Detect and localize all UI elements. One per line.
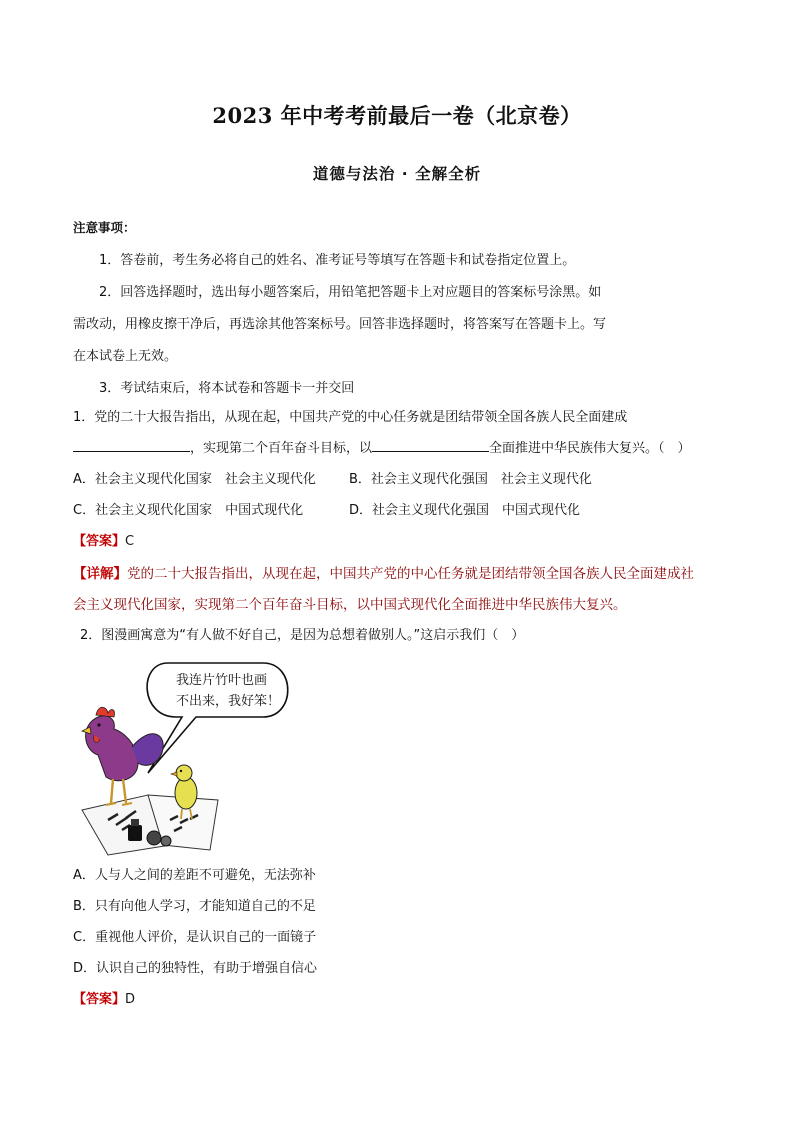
- notice-heading: 注意事项：: [73, 220, 136, 235]
- notice-item-2-line-3: 在本试卷上无效。: [73, 349, 178, 364]
- q1-detail-label: 【详解】: [73, 566, 127, 582]
- q2-option-c: C．重视他人评价，是认识自己的一面镜子: [73, 930, 317, 945]
- q1-answer-value: C: [125, 534, 135, 549]
- q1-option-c: C．社会主义现代化国家 中国式现代化: [73, 503, 304, 518]
- q1-answer: [73, 530, 134, 549]
- q2-answer: [73, 988, 135, 1007]
- q1-detail-line-2: 会主义现代化国家，实现第二个百年奋斗目标，以中国式现代化全面推进中华民族伟大复兴。: [73, 597, 627, 613]
- q1-detail-line-1: [73, 562, 694, 582]
- q1-blank-1: [73, 439, 190, 452]
- page-subtitle: 道德与法治 · 全解全析: [312, 165, 482, 183]
- q2-option-d: D．认识自己的独特性，有助于增强自信心: [73, 961, 318, 976]
- notice-item-3: 3．考试结束后，将本试卷和答题卡一并交回: [99, 381, 355, 396]
- q2-answer-value: D: [125, 992, 136, 1007]
- q1-stem-mid: ，实现第二个百年奋斗目标，以: [190, 441, 373, 456]
- notice-item-2-line-1: 2．回答选择题时，选出每小题答案后，用铅笔把答题卡上对应题目的答案标号涂黑。如: [99, 285, 602, 300]
- q1-option-d: D．社会主义现代化强国 中国式现代化: [349, 503, 581, 518]
- q1-stem-end: 全面推进中华民族伟大复兴。（ ）: [489, 441, 691, 456]
- q1-stem-line-2: [73, 437, 691, 456]
- q2-option-b: B．只有向他人学习，才能知道自己的不足: [73, 899, 316, 914]
- q2-stem: 2．图漫画寓意为“有人做不好自己，是因为总想着做别人。”这启示我们（ ）: [80, 628, 525, 643]
- notice-item-1: 1．答卷前，考生务必将自己的姓名、准考证号等填写在答题卡和试卷指定位置上。: [99, 253, 576, 268]
- q1-answer-label: 【答案】: [73, 534, 126, 549]
- page-title: 2023 年中考考前最后一卷（北京卷）: [212, 103, 582, 128]
- bubble-text-line-1: 我连片竹叶也画: [176, 673, 268, 688]
- q1-option-a: A．社会主义现代化国家 社会主义现代化: [73, 472, 316, 487]
- q1-stem-line-1: 1．党的二十大报告指出，从现在起，中国共产党的中心任务就是团结带领全国各族人民全面建成: [73, 410, 628, 425]
- q1-detail-text-1: 党的二十大报告指出，从现在起，中国共产党的中心任务就是团结带领全国各族人民全面建成社: [127, 566, 694, 582]
- cartoon-illustration: [78, 655, 298, 860]
- q2-answer-label: 【答案】: [73, 992, 126, 1007]
- q2-option-a: A．人与人之间的差距不可避免，无法弥补: [73, 868, 316, 883]
- notice-item-2-line-2: 需改动，用橡皮擦干净后，再选涂其他答案标号。回答非选择题时，将答案写在答题卡上。写: [73, 317, 607, 332]
- q1-blank-2: [372, 439, 489, 452]
- bubble-text-line-2: 不出来，我好笨！: [176, 694, 281, 709]
- rooster-icon: [82, 707, 163, 805]
- q1-option-b: B．社会主义现代化强国 社会主义现代化: [349, 472, 592, 487]
